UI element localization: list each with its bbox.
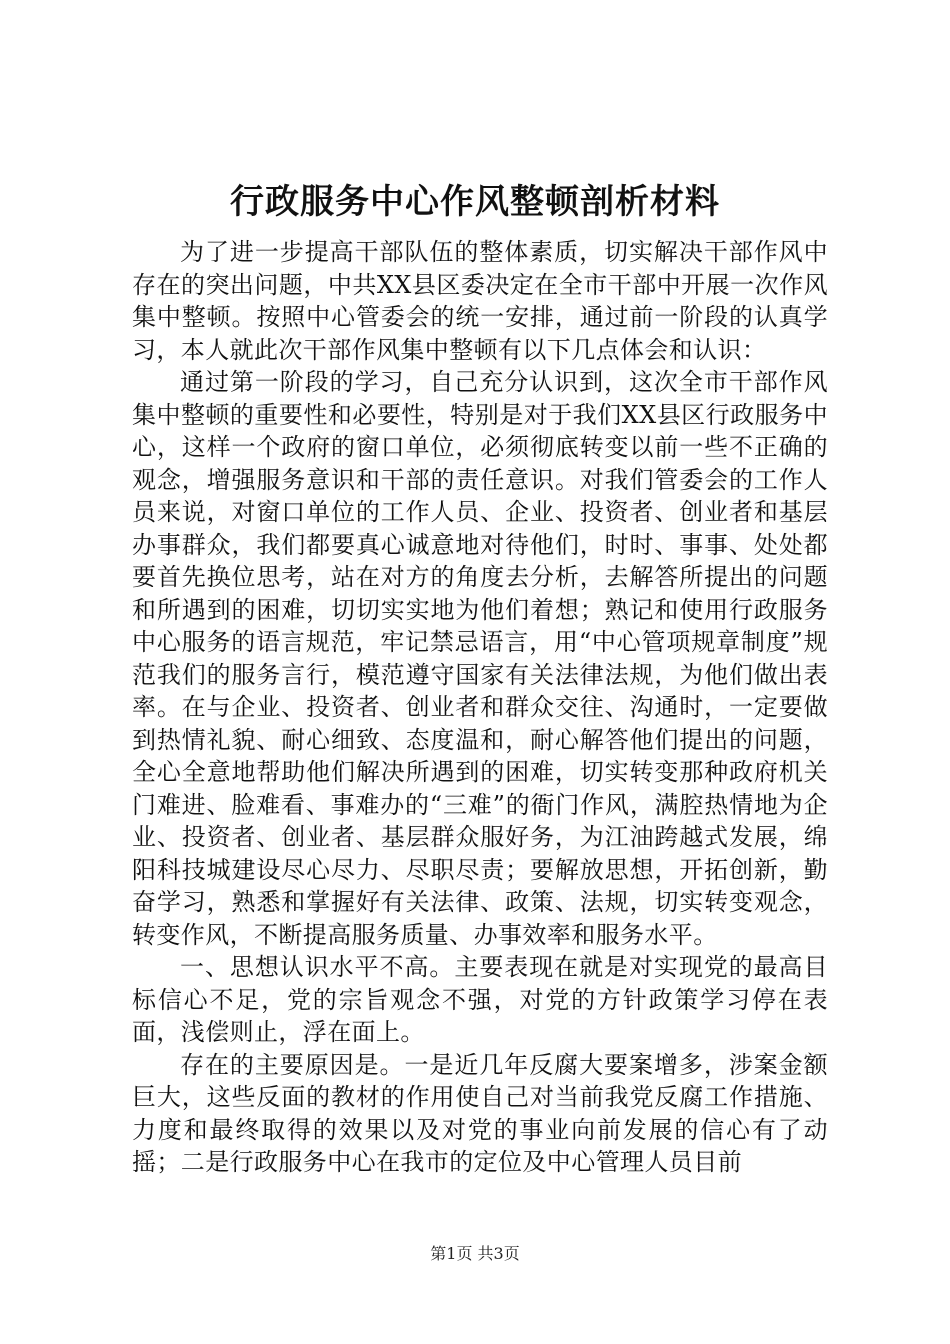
document-body <box>132 236 828 1179</box>
paragraph-intro: 为了进一步提高干部队伍的整体素质，切实解决干部作风中存在的突出问题，中共XX县区委决定在全市干部中开展一次作风集中整顿。按照中心管委会的统一安排，通过前一阶段的认真学习，本人就此次干部作风集中整顿有以下几点体会和认识： <box>132 238 828 364</box>
paragraph-learning: 通过第一阶段的学习，自己充分认识到，这次全市干部作风集中整顿的重要性和必要性，特别是对于我们XX县区行政服务中心，这样一个政府的窗口单位，必须彻底转变以前一些不正确的观念，增强服务意识和干部的责任意识。对我们管委会的工作人员来说，对窗口单位的工作人员、企业、投资者、创业者和基层办事群众，我们都要真心诚意地对待他们，时时、事事、处处都要首先换位思考，站在对方的角度去分析，去解答所提出的问题和所遇到的困难，切切实实地为他们着想；熟记和使用行政服务中心服务的语言规范，牢记禁忌语言，用“中心管项规章制度”规范我们的服务言行，模范遵守国家有关法律法规，为他们做出表率。在与企业、投资者、创业者和群众交往、沟通时，一定要做到热情礼貌、耐心细致、态度温和，耐心解答他们提出的问题，全心全意地帮助他们解决所遇到的困难，切实转变那种政府机关门难进、脸难看、事难办的“三难”的衙门作风，满腔热情地为企业、投资者、创业者、基层群众服好务，为江油跨越式发展，绵阳科技城建设尽心尽力、尽职尽责；要解放思想，开拓创新，勤奋学习，熟悉和掌握好有关法律、政策、法规，切实转变观念，转变作风，不断提高服务质量、办事效率和服务水平。 <box>132 368 828 949</box>
document-title: 行政服务中心作风整顿剖析材料 <box>230 182 720 222</box>
paragraph-problem-one: 一、思想认识水平不高。主要表现在就是对实现党的最高目标信心不足，党的宗旨观念不强，对党的方针政策学习停在表面，浅偿则止，浮在面上。 <box>132 953 828 1046</box>
paragraph-causes: 存在的主要原因是。一是近几年反腐大要案增多，涉案金额巨大，这些反面的教材的作用使自己对当前我党反腐工作措施、力度和最终取得的效果以及对党的事业向前发展的信心有了动摇；二是行政服务中心在我市的定位及中心管理人员目前 <box>132 1050 828 1176</box>
page-footer: 第1页 共3页 <box>430 1244 520 1263</box>
